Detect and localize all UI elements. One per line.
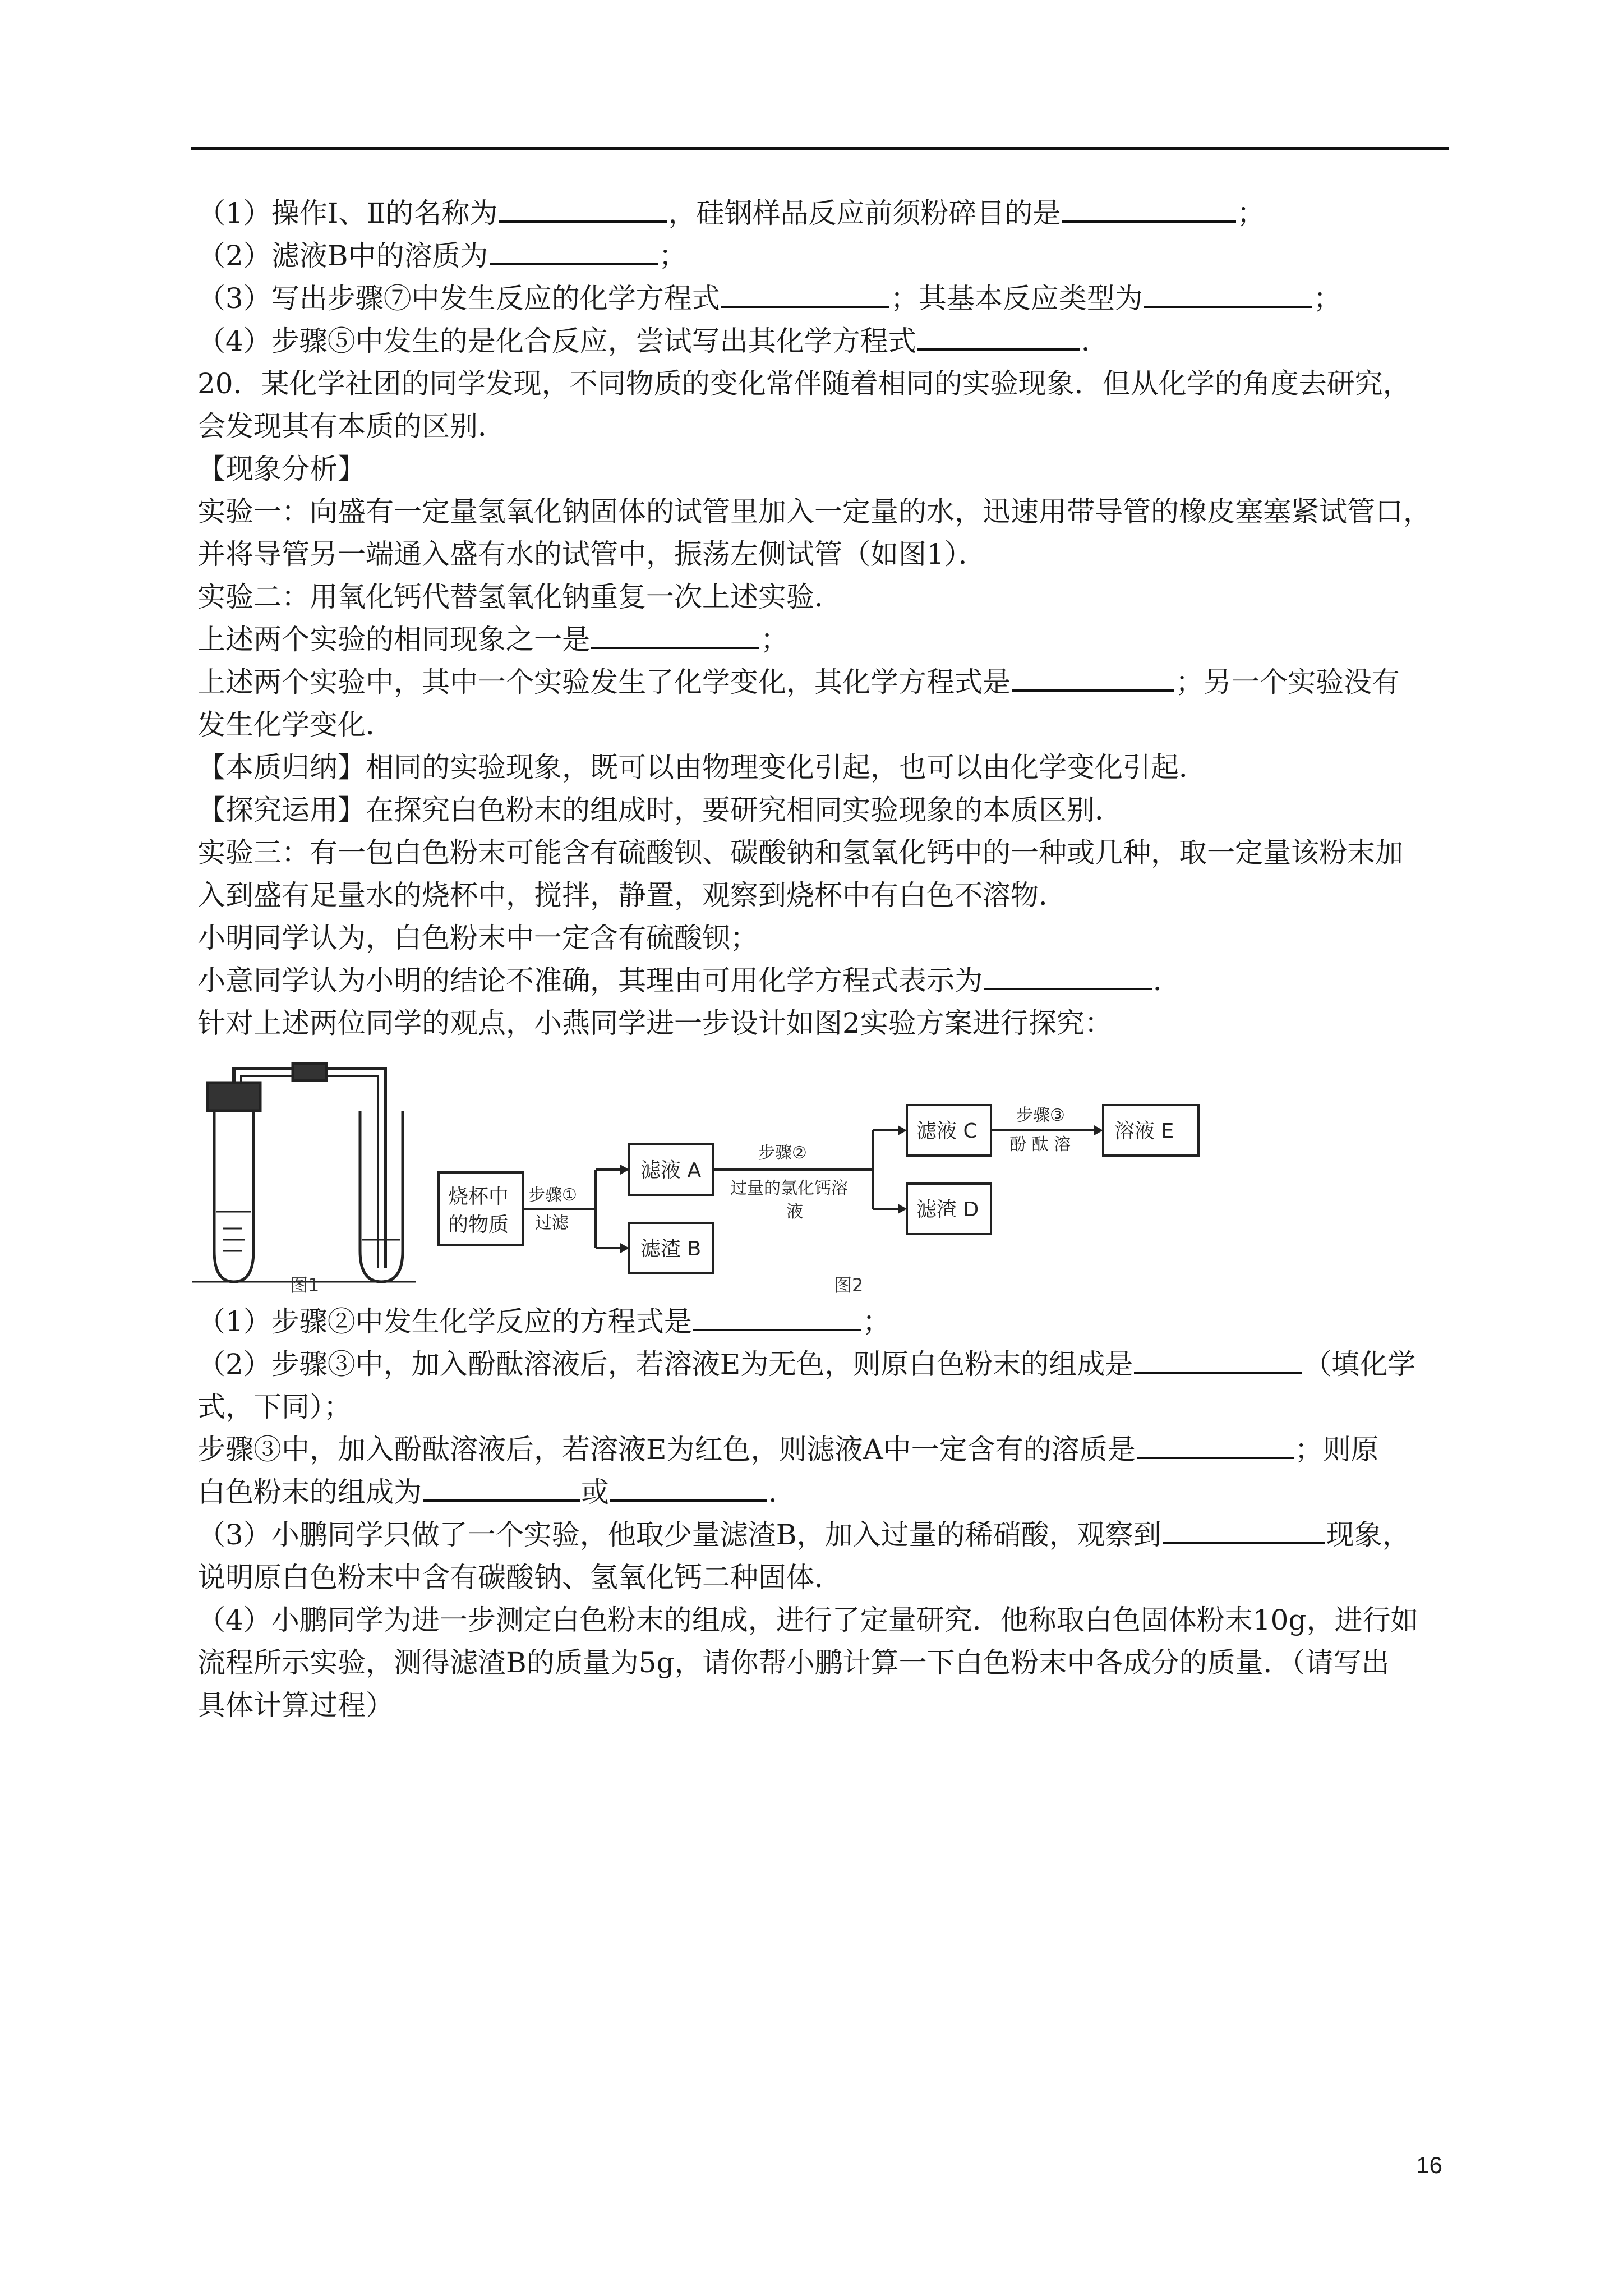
page-number: 16 <box>1416 2152 1442 2178</box>
text: （3）写出步骤⑦中发生反应的化学方程式 <box>197 282 720 315</box>
arrowhead-b <box>620 1243 629 1253</box>
text: （2）步骤③中，加入酚酞溶液后，若溶液E为无色，则原白色粉末的组成是 <box>197 1348 1133 1381</box>
answer-blank[interactable] <box>1062 194 1236 223</box>
beaker-label-1: 烧杯中 <box>448 1185 509 1208</box>
text: ． <box>1081 325 1109 357</box>
xiaoyi <box>197 959 1181 1002</box>
text: ； <box>658 240 687 272</box>
exp3-line-2: 入到盛有足量水的烧杯中，搅拌，静置，观察到烧杯中有白色不溶物． <box>197 879 1067 912</box>
fig1-test-tubes <box>192 1064 416 1282</box>
text: ，硅钢样品反应前须粉碎目的是 <box>668 197 1061 229</box>
text: （3）小鹏同学只做了一个实验，他取少量滤渣B，加入过量的稀硝酸，观察到 <box>197 1519 1161 1551</box>
answer-blank[interactable] <box>1012 662 1174 692</box>
text: （4）步骤⑤中发生的是化合反应，尝试写出其化学方程式 <box>197 325 916 357</box>
right-test-tube <box>360 1111 403 1282</box>
application: 【探究运用】在探究白色粉末的组成时，要研究相同实验现象的本质区别． <box>197 794 1123 826</box>
step2-sub-2: 液 <box>786 1202 803 1222</box>
text: ； <box>760 623 789 656</box>
essence: 【本质归纳】相同的实验现象，既可以由物理变化引起，也可以由化学变化引起． <box>197 751 1207 784</box>
tube-connector <box>293 1064 326 1080</box>
header-rule <box>191 147 1449 150</box>
text: 现象， <box>1326 1519 1410 1551</box>
same-phenomenon <box>197 618 789 661</box>
answer-blank[interactable] <box>1137 1430 1294 1459</box>
step3-label: 步骤③ <box>1016 1106 1065 1125</box>
exp3-line-1: 实验三：有一包白色粉末可能含有硫酸钡、碳酸钠和氢氧化钙中的一种或几种，取一定量该粉末加 <box>197 836 1403 869</box>
experiment-figures <box>192 1060 1212 1296</box>
p2-line-4 <box>197 1471 796 1513</box>
arrowhead-d <box>898 1204 907 1214</box>
answer-blank[interactable] <box>490 236 658 265</box>
text: 步骤③中，加入酚酞溶液后，若溶液E为红色，则滤液A中一定含有的溶质是 <box>197 1433 1136 1466</box>
exp1-line-2: 并将导管另一端通入盛有水的试管中，振荡左侧试管（如图1）． <box>197 538 986 570</box>
fig1-caption: 图1 <box>290 1274 320 1296</box>
residue-d-label: 滤渣 D <box>916 1198 979 1221</box>
p1 <box>197 1300 891 1343</box>
text: 小意同学认为小明的结论不准确，其理由可用化学方程式表示为 <box>197 964 983 997</box>
text: 上述两个实验的相同现象之一是 <box>197 623 590 656</box>
arrowhead-e <box>1094 1125 1103 1135</box>
answer-blank[interactable] <box>591 620 759 649</box>
text: （2）滤液B中的溶质为 <box>197 240 488 272</box>
p2-line-2: 式，下同）； <box>197 1391 352 1423</box>
residue-b-label: 滤渣 B <box>640 1237 702 1260</box>
arrowhead-a <box>620 1165 629 1175</box>
answer-blank[interactable] <box>984 961 1152 990</box>
answer-blank[interactable] <box>1144 279 1312 308</box>
phenomenon-heading: 【现象分析】 <box>197 453 366 485</box>
text: ； <box>1237 197 1265 229</box>
arrowhead-c <box>898 1125 907 1135</box>
text: （1）步骤②中发生化学反应的方程式是 <box>197 1305 692 1338</box>
filtrate-c-label: 滤液 C <box>916 1120 978 1143</box>
chem-change <box>197 661 1400 703</box>
q20-intro-1: 20．某化学社团的同学发现，不同物质的变化常伴随着相同的实验现象．但从化学的角度去研究， <box>197 367 1411 400</box>
text: ． <box>768 1476 796 1508</box>
q19-sub4 <box>197 320 1109 362</box>
p3-line-2: 说明原白色粉末中含有碳酸钠、氢氧化钙二种固体． <box>197 1561 842 1594</box>
fig2-flowchart <box>439 1105 1198 1296</box>
text: 上述两个实验中，其中一个实验发生了化学变化，其化学方程式是 <box>197 666 1011 698</box>
xiaoyan: 针对上述两位同学的观点，小燕同学进一步设计如图2实验方案进行探究： <box>197 1007 1113 1039</box>
xiaoming: 小明同学认为，白色粉末中一定含有硫酸钡； <box>197 922 758 954</box>
answer-blank[interactable] <box>1163 1515 1325 1544</box>
step2-sub-1: 过量的氯化钙溶 <box>730 1179 848 1198</box>
exp1-line-1: 实验一：向盛有一定量氢氧化钠固体的试管里加入一定量的水，迅速用带导管的橡皮塞塞紧试管口， <box>197 495 1431 528</box>
solution-e-label: 溶液 E <box>1114 1120 1174 1143</box>
text: （1）操作Ⅰ、Ⅱ的名称为 <box>197 197 498 229</box>
step1-sub: 过滤 <box>535 1213 569 1233</box>
text: ；其基本反应类型为 <box>890 282 1143 315</box>
text: ； <box>862 1305 891 1338</box>
answer-blank[interactable] <box>721 279 889 308</box>
p4-line-2: 流程所示实验，测得滤渣B的质量为5g，请你帮小鹏计算一下白色粉末中各成分的质量．（请写出 <box>197 1646 1390 1679</box>
q19-sub2 <box>197 234 687 277</box>
step3-sub: 酚 酞 溶 <box>1009 1135 1071 1154</box>
p4-line-1: （4）小鹏同学为进一步测定白色粉末的组成，进行了定量研究．他称取白色固体粉末10g，进行如 <box>197 1604 1419 1636</box>
fig2-caption: 图2 <box>834 1274 864 1296</box>
filtrate-a-label: 滤液 A <box>640 1159 702 1182</box>
q19-sub1 <box>197 192 1265 234</box>
answer-blank[interactable] <box>423 1473 580 1502</box>
answer-blank[interactable] <box>499 194 667 223</box>
step2-label: 步骤② <box>758 1143 807 1163</box>
answer-blank[interactable] <box>1134 1345 1302 1374</box>
beaker-label-2: 的物质 <box>448 1213 509 1236</box>
p2-line-3 <box>197 1428 1379 1471</box>
answer-blank[interactable] <box>693 1302 861 1331</box>
q20-intro-2: 会发现其有本质的区别． <box>197 410 506 443</box>
chem-change-2: 发生化学变化． <box>197 708 394 741</box>
text: ． <box>1153 964 1181 997</box>
text: ；则原 <box>1294 1433 1379 1466</box>
left-test-tube <box>214 1111 253 1282</box>
p3-line-1 <box>197 1513 1410 1556</box>
exp2: 实验二：用氧化钙代替氢氧化钠重复一次上述实验． <box>197 581 842 613</box>
text: 白色粉末的组成为 <box>197 1476 422 1508</box>
text: ； <box>1313 282 1341 315</box>
answer-blank[interactable] <box>917 321 1080 351</box>
step1-label: 步骤① <box>528 1185 577 1205</box>
rubber-stopper <box>208 1083 260 1111</box>
answer-blank[interactable] <box>610 1473 767 1502</box>
text: （填化学 <box>1303 1348 1416 1381</box>
delivery-tube-inner <box>241 1076 378 1268</box>
text: 或 <box>581 1476 609 1508</box>
p4-line-3: 具体计算过程） <box>197 1689 394 1722</box>
text: ；另一个实验没有 <box>1175 666 1400 698</box>
p2-line-1 <box>197 1343 1415 1386</box>
q19-sub3 <box>197 277 1341 320</box>
